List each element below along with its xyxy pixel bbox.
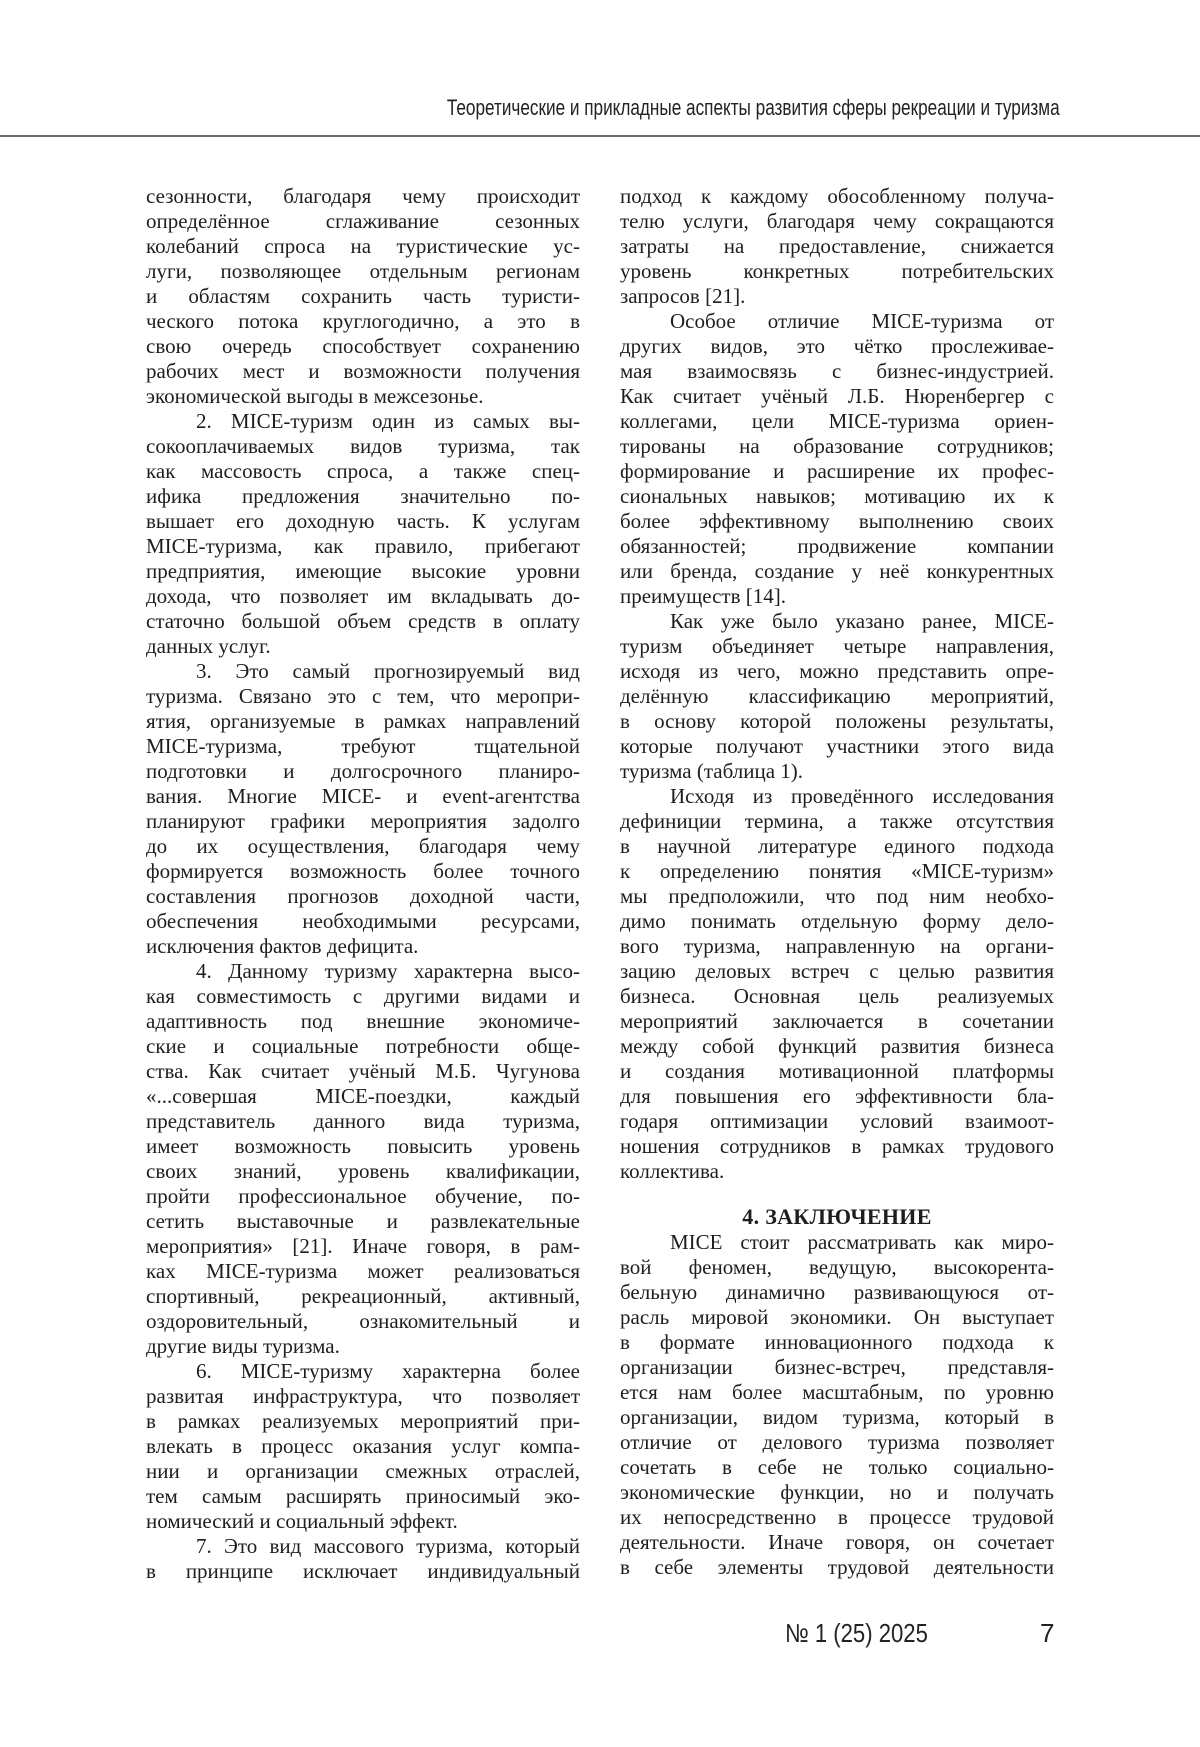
text-line: и областям сохранить часть туристи- xyxy=(146,284,580,309)
text-line: мероприятий заключается в сочетании xyxy=(620,1009,1054,1034)
text-line: деятельности. Иначе говоря, он сочетает xyxy=(620,1530,1054,1555)
text-line: как массовость спроса, а также спец- xyxy=(146,459,580,484)
text-line: организации, видом туризма, который в xyxy=(620,1405,1054,1430)
text-line: рабочих мест и возможности получения xyxy=(146,359,580,384)
text-line: тированы на образование сотрудников; xyxy=(620,434,1054,459)
text-line: MICE стоит рассматривать как миро- xyxy=(620,1230,1054,1255)
text-line: телю услуги, благодаря чему сокращаются xyxy=(620,209,1054,234)
text-line: исключения фактов дефицита. xyxy=(146,934,580,959)
text-line: ифика предложения значительно по- xyxy=(146,484,580,509)
text-line: Как уже было указано ранее, MICE- xyxy=(620,609,1054,634)
conclusion-text xyxy=(620,1230,1054,1580)
text-line: своих знаний, уровень квалификации, xyxy=(146,1159,580,1184)
text-line: Особое отличие MICE-туризма от xyxy=(620,309,1054,334)
text-line: затраты на предоставление, снижается xyxy=(620,234,1054,259)
text-line: в основу которой положены результаты, xyxy=(620,709,1054,734)
text-line: мероприятия» [21]. Иначе говоря, в рам- xyxy=(146,1234,580,1259)
text-line: сетить выставочные и развлекательные xyxy=(146,1209,580,1234)
text-line: свою очередь способствует сохранению xyxy=(146,334,580,359)
text-line: имеет возможность повысить уровень xyxy=(146,1134,580,1159)
text-line: Как считает учёный Л.Б. Нюренбергер с xyxy=(620,384,1054,409)
text-line: уровень конкретных потребительских xyxy=(620,259,1054,284)
text-line: нии и организации смежных отраслей, xyxy=(146,1459,580,1484)
text-line: сочетать в себе не только социально- xyxy=(620,1455,1054,1480)
text-line: туризма (таблица 1). xyxy=(620,759,1054,784)
text-line: 4. Данному туризму характерна высо- xyxy=(146,959,580,984)
text-line: представитель данного вида туризма, xyxy=(146,1109,580,1134)
text-line: между собой функций развития бизнеса xyxy=(620,1034,1054,1059)
text-line: ства. Как считает учёный М.Б. Чугунова xyxy=(146,1059,580,1084)
text-line: обеспечения необходимыми ресурсами, xyxy=(146,909,580,934)
right-body-text xyxy=(620,184,1054,1184)
header-divider xyxy=(0,135,1200,137)
text-line: тем самым расширять приносимый эко- xyxy=(146,1484,580,1509)
text-line: ношения сотрудников в рамках трудового xyxy=(620,1134,1054,1159)
text-line: данных услуг. xyxy=(146,634,580,659)
text-line: вого туризма, направленную на органи- xyxy=(620,934,1054,959)
text-line: подход к каждому обособленному получа- xyxy=(620,184,1054,209)
right-text-column xyxy=(620,184,1054,1580)
text-line: 2. MICE-туризм один из самых вы- xyxy=(146,409,580,434)
text-line: ские и социальные потребности обще- xyxy=(146,1034,580,1059)
text-line: луги, позволяющее отдельным регионам xyxy=(146,259,580,284)
text-line: ется нам более масштабным, по уровню xyxy=(620,1380,1054,1405)
text-line: экономические функции, но и получать xyxy=(620,1480,1054,1505)
text-line: которые получают участники этого вида xyxy=(620,734,1054,759)
text-line: вышает его доходную часть. К услугам xyxy=(146,509,580,534)
text-line: их непосредственно в процессе трудовой xyxy=(620,1505,1054,1530)
text-line: спортивный, рекреационный, активный, xyxy=(146,1284,580,1309)
text-line: зацию деловых встреч с целью развития xyxy=(620,959,1054,984)
text-line: более эффективному выполнению своих xyxy=(620,509,1054,534)
text-line: кая совместимость с другими видами и xyxy=(146,984,580,1009)
text-line: предприятия, имеющие высокие уровни xyxy=(146,559,580,584)
text-line: коллегами, цели MICE-туризма ориен- xyxy=(620,409,1054,434)
text-line: мая взаимосвязь с бизнес-индустрией. xyxy=(620,359,1054,384)
text-line: Исходя из проведённого исследования xyxy=(620,784,1054,809)
text-line: пройти профессиональное обучение, по- xyxy=(146,1184,580,1209)
text-line: ках MICE-туризма может реализоваться xyxy=(146,1259,580,1284)
text-line: бельную динамично развивающуюся от- xyxy=(620,1280,1054,1305)
text-line: определённое сглаживание сезонных xyxy=(146,209,580,234)
text-line: «...совершая MICE-поездки, каждый xyxy=(146,1084,580,1109)
text-line: обязанностей; продвижение компании xyxy=(620,534,1054,559)
text-line: туризм объединяет четыре направления, xyxy=(620,634,1054,659)
text-line: адаптивность под внешние экономиче- xyxy=(146,1009,580,1034)
text-line: подготовки и долгосрочного планиро- xyxy=(146,759,580,784)
section-heading-conclusion: 4. ЗАКЛЮЧЕНИЕ xyxy=(620,1204,1054,1230)
text-line: в научной литературе единого подхода xyxy=(620,834,1054,859)
left-text-column xyxy=(146,184,580,1584)
text-line: мы предположили, что под ним необхо- xyxy=(620,884,1054,909)
text-line: номический и социальный эффект. xyxy=(146,1509,580,1534)
issue-number: № 1 (25) 2025 xyxy=(785,1618,928,1649)
text-line: и создания мотивационной платформы xyxy=(620,1059,1054,1084)
page-number: 7 xyxy=(1040,1618,1054,1649)
text-line: годаря оптимизации условий взаимоот- xyxy=(620,1109,1054,1134)
text-line: туризма. Связано это с тем, что меропри- xyxy=(146,684,580,709)
text-line: другие виды туризма. xyxy=(146,1334,580,1359)
text-line: колебаний спроса на туристические ус- xyxy=(146,234,580,259)
text-line: димо понимать отдельную форму дело- xyxy=(620,909,1054,934)
text-line: в себе элементы трудовой деятельности xyxy=(620,1555,1054,1580)
text-line: сокооплачиваемых видов туризма, так xyxy=(146,434,580,459)
text-line: запросов [21]. xyxy=(620,284,1054,309)
text-line: в принципе исключает индивидуальный xyxy=(146,1559,580,1584)
text-line: оздоровительный, ознакомительный и xyxy=(146,1309,580,1334)
text-line: MICE-туризма, как правило, прибегают xyxy=(146,534,580,559)
text-line: влекать в процесс оказания услуг компа- xyxy=(146,1434,580,1459)
text-line: других видов, это чётко прослеживае- xyxy=(620,334,1054,359)
text-line: ческого потока круглогодично, а это в xyxy=(146,309,580,334)
text-line: к определению понятия «MICE-туризм» xyxy=(620,859,1054,884)
text-line: составления прогнозов доходной части, xyxy=(146,884,580,909)
text-line: ятия, организуемые в рамках направлений xyxy=(146,709,580,734)
text-line: преимуществ [14]. xyxy=(620,584,1054,609)
running-header-title: Теоретические и прикладные аспекты развития сферы рекреации и туризма xyxy=(447,95,1060,121)
text-line: коллектива. xyxy=(620,1159,1054,1184)
text-line: дефиниции термина, а также отсутствия xyxy=(620,809,1054,834)
text-line: отличие от делового туризма позволяет xyxy=(620,1430,1054,1455)
text-line: или бренда, создание у неё конкурентных xyxy=(620,559,1054,584)
text-line: до их осуществления, благодаря чему xyxy=(146,834,580,859)
text-line: развитая инфраструктура, что позволяет xyxy=(146,1384,580,1409)
text-line: расль мировой экономики. Он выступает xyxy=(620,1305,1054,1330)
text-line: MICE-туризма, требуют тщательной xyxy=(146,734,580,759)
text-line: формируется возможность более точного xyxy=(146,859,580,884)
text-line: для повышения его эффективности бла- xyxy=(620,1084,1054,1109)
text-line: делённую классификацию мероприятий, xyxy=(620,684,1054,709)
text-line: 7. Это вид массового туризма, который xyxy=(146,1534,580,1559)
text-line: в рамках реализуемых мероприятий при- xyxy=(146,1409,580,1434)
text-line: в формате инновационного подхода к xyxy=(620,1330,1054,1355)
text-line: вой феномен, ведущую, высокорента- xyxy=(620,1255,1054,1280)
text-line: сезонности, благодаря чему происходит xyxy=(146,184,580,209)
text-line: планируют графики мероприятия задолго xyxy=(146,809,580,834)
text-line: экономической выгоды в межсезонье. xyxy=(146,384,580,409)
text-line: сиональных навыков; мотивацию их к xyxy=(620,484,1054,509)
text-line: формирование и расширение их профес- xyxy=(620,459,1054,484)
text-line: бизнеса. Основная цель реализуемых xyxy=(620,984,1054,1009)
text-line: 3. Это самый прогнозируемый вид xyxy=(146,659,580,684)
text-line: исходя из чего, можно представить опре- xyxy=(620,659,1054,684)
text-line: статочно большой объем средств в оплату xyxy=(146,609,580,634)
text-line: дохода, что позволяет им вкладывать до- xyxy=(146,584,580,609)
text-line: 6. MICE-туризму характерна более xyxy=(146,1359,580,1384)
text-line: вания. Многие MICE- и event-агентства xyxy=(146,784,580,809)
text-line: организации бизнес-встреч, представля- xyxy=(620,1355,1054,1380)
